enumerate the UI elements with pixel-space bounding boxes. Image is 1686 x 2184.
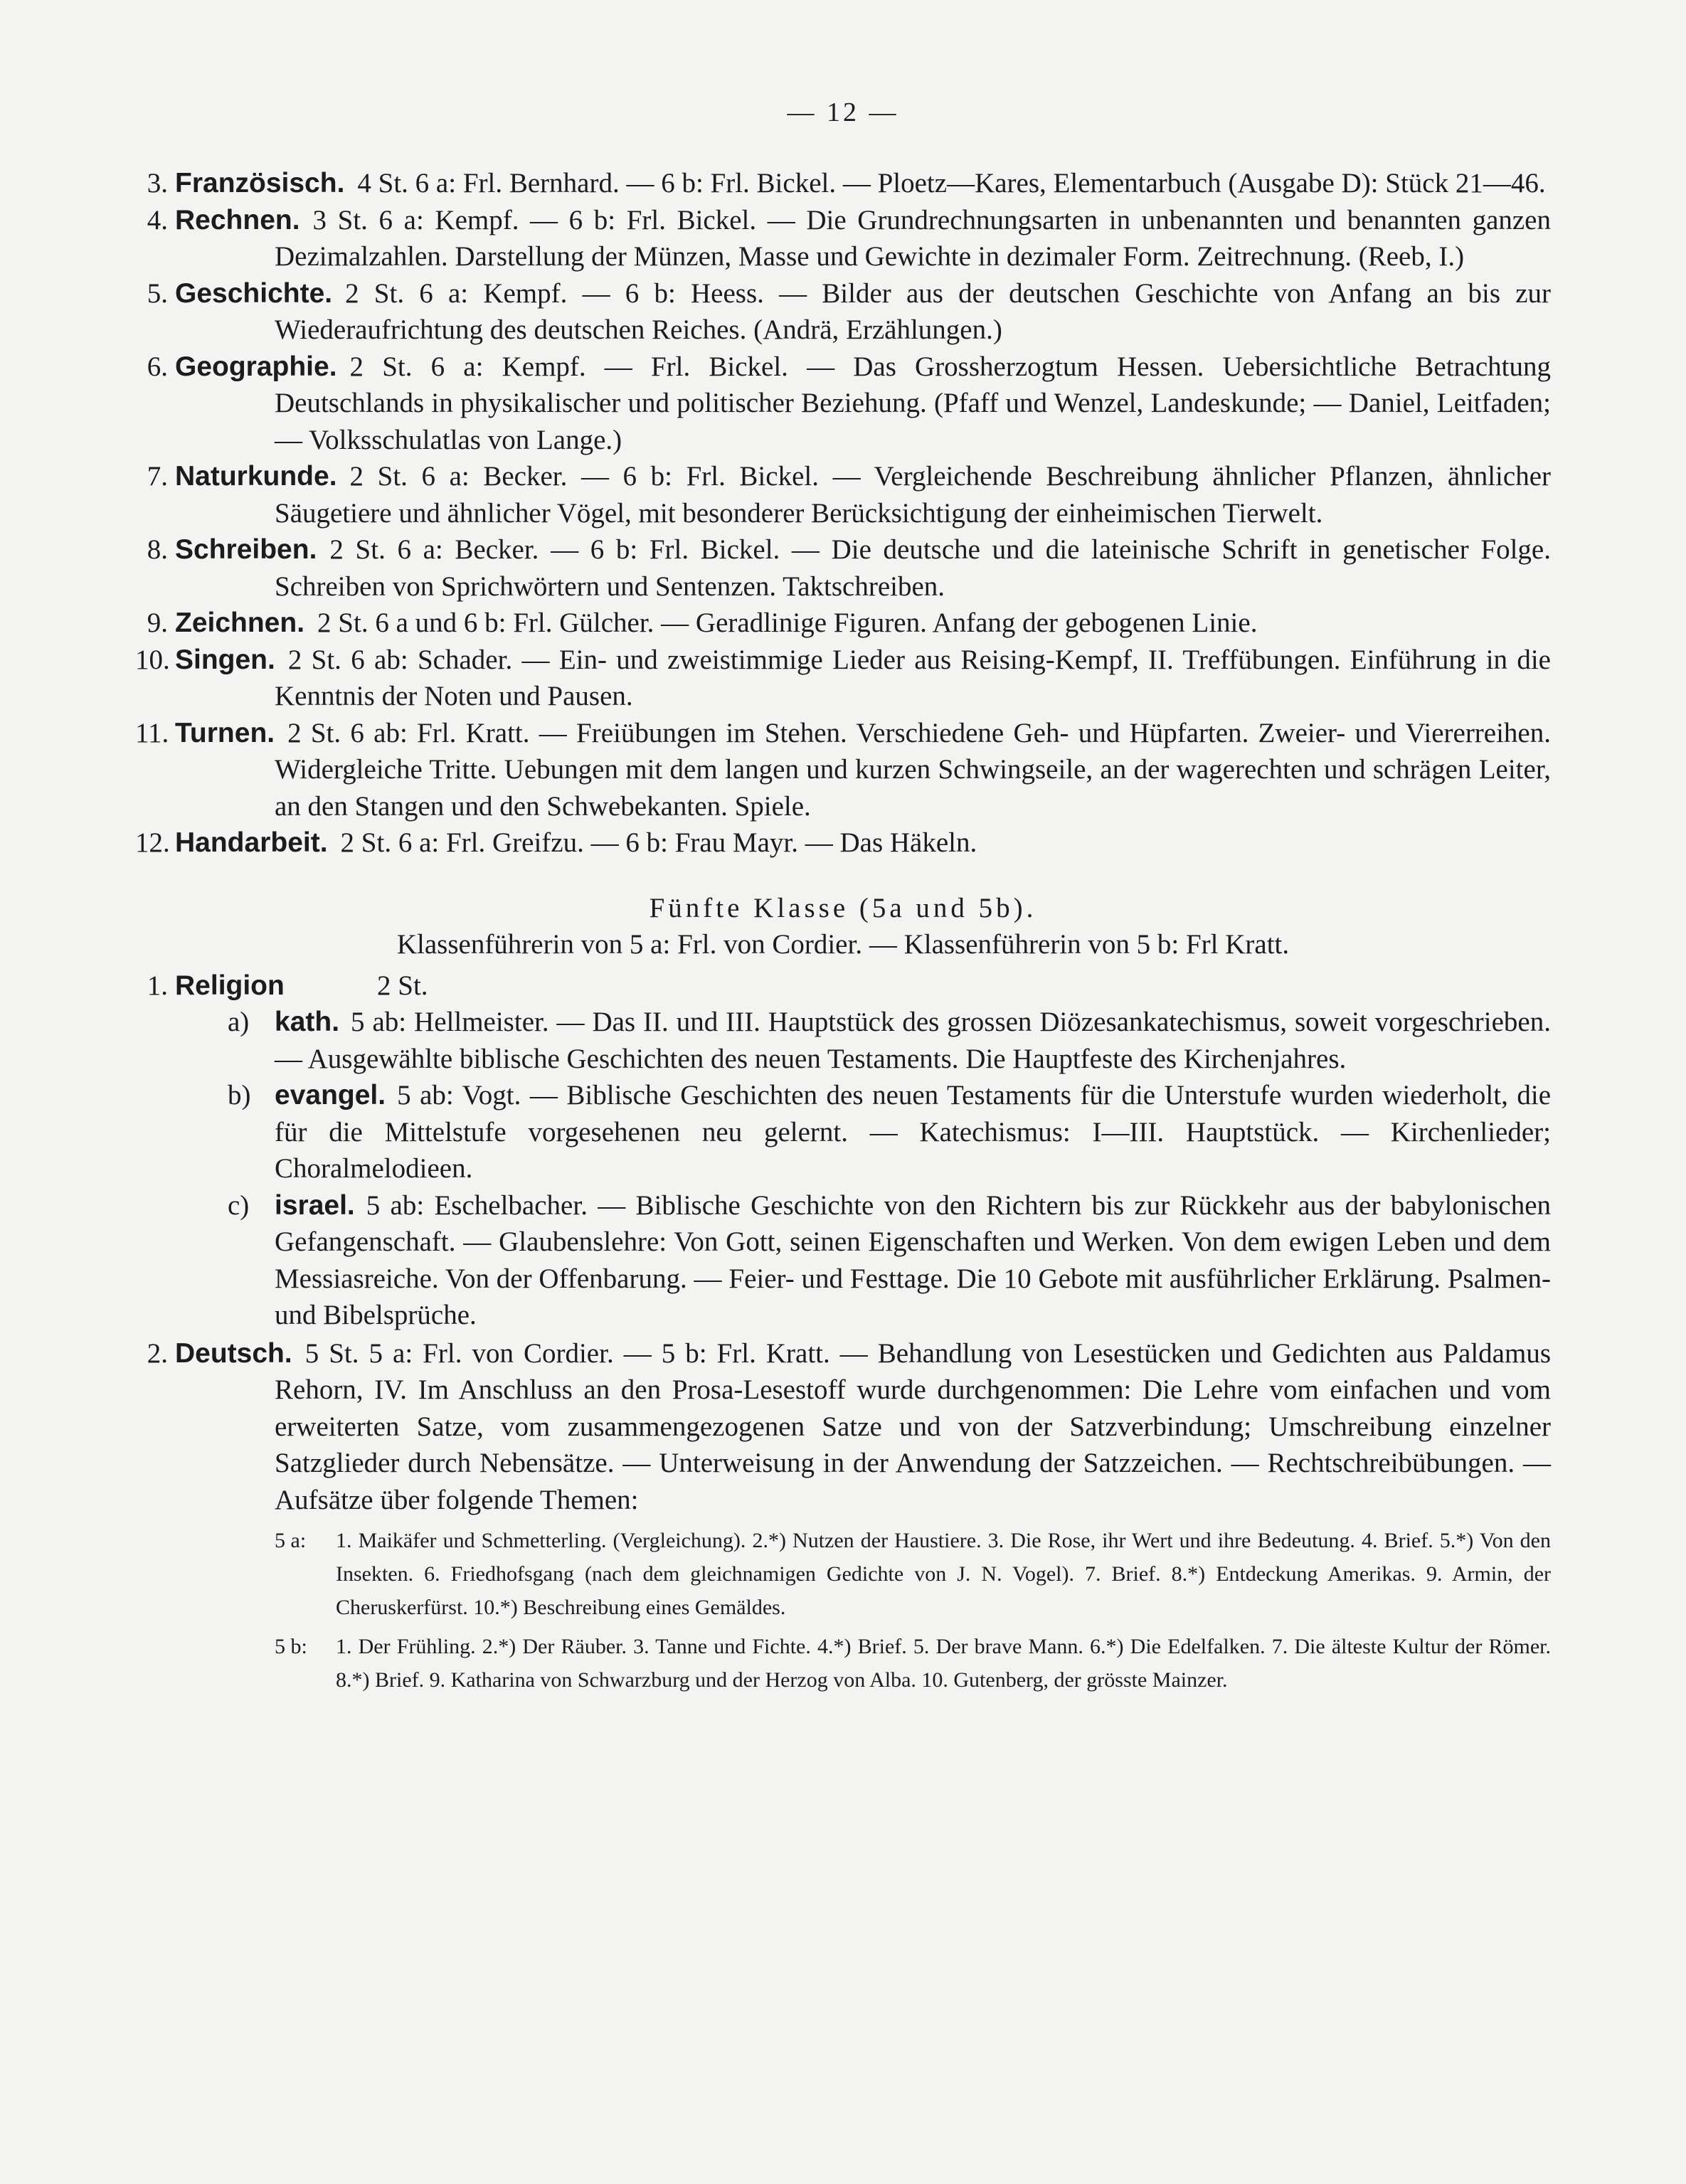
subject-description: 2 St. 6 a: Kempf. — Frl. Bickel. — Das Grossherzogtum Hessen. Uebersichtliche Betrachtung Deutschlands in physikalischer und politischer Beziehung. (Pfaff und Wenzel, Landeskunde; — Daniel, Leitfaden; — Volksschulatlas von Lange.): [275, 351, 1551, 455]
subject-item: [135, 458, 1551, 531]
item-number: 4.: [147, 204, 168, 235]
essay-list: [135, 1630, 1551, 1697]
subsection-description: 5 ab: Eschelbacher. — Biblische Geschichte von den Richtern bis zur Rückkehr aus der babylonischen Gefangenschaft. — Glaubenslehre: Von Gott, seinen Eigenschaften und Werken. Von dem ewigen Leben und dem Messiasreiche. Von der Offenbarung. — Feier- und Festtage. Die 10 Gebote mit ausführlicher Erklärung. Psalmen- und Bibelsprüche.: [275, 1189, 1551, 1330]
class-label: 5 b:: [275, 1635, 307, 1658]
item-number: 6.: [147, 351, 168, 382]
subject-item: [135, 825, 1551, 862]
subject-description: 2 St. 6 ab: Schader. — Ein- und zweistimmige Lieder aus Reising-Kempf, II. Treffübungen. Einführung in die Kenntnis der Noten und Pausen.: [275, 644, 1551, 711]
subject-title: Geschichte.: [175, 277, 333, 309]
subject-description: 2 St. 6 a: Becker. — 6 b: Frl. Bickel. — Die deutsche und die lateinische Schrift in genetischer Folge. Schreiben von Sprichwörtern und Sentenzen. Taktschreiben.: [275, 534, 1551, 602]
subject-description: 5 St. 5 a: Frl. von Cordier. — 5 b: Frl. Kratt. — Behandlung von Lesestücken und Gedichten aus Paldamus Rehorn, IV. Im Anschluss an den Prosa-Lesestoff wurde durchgenommen: Die Lehre vom einfachen und vom erweiterten Satze, vom zusammengezogenen Satze und von der Satzverbindung; Umschreibung einzelner Satzglieder durch Nebensätze. — Unterweisung in der Anwendung der Satzzeichen. — Rechtschreibübungen. — Aufsätze über folgende Themen:: [275, 1337, 1551, 1515]
subject-item: [135, 715, 1551, 825]
item-number: 8.: [147, 534, 168, 565]
subject-title: Singen.: [175, 644, 275, 675]
subject-item-deutsch: [135, 1335, 1551, 1519]
essay-topics-text: 1. Maikäfer und Schmetterling. (Vergleichung). 2.*) Nutzen der Haustiere. 3. Die Rose, ihr Wert und ihre Bedeutung. 4. Brief. 5.*) Von den Insekten. 6. Friedhofsgang (nach dem gleichnamigen Gedichte von J. N. Vogel). 7. Brief. 8.*) Entdeckung Amerikas. 9. Armin, der Cheruskerfürst. 10.*) Beschreibung eines Gemäldes.: [336, 1529, 1551, 1619]
subsection-title: kath.: [275, 1007, 340, 1037]
page-number: — 12 —: [787, 97, 899, 127]
item-number: 1.: [147, 970, 168, 1001]
subject-item: [135, 531, 1551, 605]
religion-heading: [135, 968, 1551, 1004]
essay-topics-text: 1. Der Frühling. 2.*) Der Räuber. 3. Tanne und Fichte. 4.*) Brief. 5. Der brave Mann. 6.*) Die Edelfalken. 7. Die älteste Kultur der Römer. 8.*) Brief. 9. Katharina von Schwarzburg und der Herzog von Alba. 10. Gutenberg, der grösste Mainzer.: [336, 1635, 1551, 1692]
subsection-label: c): [228, 1189, 250, 1221]
subject-title: Handarbeit.: [175, 827, 328, 858]
item-number: 10.: [135, 644, 170, 675]
subject-title: Religion: [175, 970, 285, 1001]
item-number: 3.: [147, 168, 168, 198]
subsection-title: israel.: [275, 1189, 355, 1221]
class-label: 5 a:: [275, 1529, 307, 1552]
item-number: 7.: [147, 461, 168, 492]
subject-description: 2 St. 6 a: Frl. Greifzu. — 6 b: Frau Mayr. — Das Häkeln.: [340, 827, 977, 858]
item-number: 2.: [147, 1337, 168, 1369]
religion-subsection: [135, 1077, 1551, 1187]
subject-item: [135, 275, 1551, 349]
item-number: 12.: [135, 827, 170, 858]
subject-title: Zeichnen.: [175, 608, 305, 638]
subsection-label: a): [228, 1007, 250, 1037]
subject-description: 4 St. 6 a: Frl. Bernhard. — 6 b: Frl. Bickel. — Ploetz—Kares, Elementarbuch (Ausgabe D): Stück 21—46.: [357, 168, 1546, 198]
subject-title: Deutsch.: [175, 1337, 292, 1369]
subject-item: [135, 349, 1551, 459]
section-title: Fünfte Klasse (5a und 5b).: [649, 892, 1037, 923]
subject-description: 2 St. 6 a: Kempf. — 6 b: Heess. — Bilder aus der deutschen Geschichte von Anfang an bis zur Wiederaufrichtung des deutschen Reiches. (Andrä, Erzählungen.): [275, 277, 1551, 345]
essay-list: [135, 1524, 1551, 1624]
subject-description: 2 St. 6 a und 6 b: Frl. Gülcher. — Geradlinige Figuren. Anfang der gebogenen Linie.: [317, 608, 1258, 638]
subject-description: 2 St. 6 a: Becker. — 6 b: Frl. Bickel. — Vergleichende Beschreibung ähnlicher Pflanzen, ähnlicher Säugetiere und ähnlicher Vögel, mit besonderer Berücksichtigung der einheimischen Tierwelt.: [275, 461, 1551, 529]
subsection-title: evangel.: [275, 1080, 386, 1110]
subsection-description: 5 ab: Hellmeister. — Das II. und III. Hauptstück des grossen Diözesankatechismus, soweit vorgeschrieben. — Ausgewählte biblische Geschichten des neuen Testaments. Die Hauptfeste des Kirchenjahres.: [275, 1007, 1551, 1074]
subject-title: Französisch.: [175, 168, 345, 198]
subsection-description: 5 ab: Vogt. — Biblische Geschichten des neuen Testaments für die Unterstufe wurden wiederholt, die für die Mittelstufe vorgesehenen neu gelernt. — Katechismus: I—III. Hauptstück. — Kirchenlieder; Choralmelodieen.: [275, 1080, 1551, 1184]
item-number: 9.: [147, 608, 168, 638]
religion-subsection: [135, 1004, 1551, 1077]
subject-title: Rechnen.: [175, 204, 300, 235]
subject-title: Naturkunde.: [175, 461, 337, 492]
subject-item: [135, 165, 1551, 202]
item-number: 11.: [135, 717, 169, 748]
class-leaders: Klassenführerin von 5 a: Frl. von Cordier. — Klassenführerin von 5 b: Frl Kratt.: [396, 929, 1290, 960]
item-number: 5.: [147, 277, 168, 309]
subject-description: 3 St. 6 a: Kempf. — 6 b: Frl. Bickel. — Die Grundrechnungsarten in unbenannten und benannten ganzen Dezimalzahlen. Darstellung der Münzen, Masse und Gewichte in dezimaler Form. Zeitrechnung. (Reeb, I.): [275, 204, 1551, 272]
subject-title: Turnen.: [175, 717, 275, 748]
subject-list-sixth-class: [135, 165, 1551, 862]
subject-item: [135, 642, 1551, 715]
subject-description: 2 St. 6 ab: Frl. Kratt. — Freiübungen im Stehen. Verschiedene Geh- und Hüpfarten. Zweier- und Viererreihen. Widergleiche Tritte. Uebungen mit dem langen und kurzen Schwingseile, an der wagerechten und schrägen Leiter, an den Stangen und den Schwebekanten. Spiele.: [275, 717, 1551, 822]
religion-subsections: [135, 1004, 1551, 1334]
subject-item: [135, 202, 1551, 275]
religion-subsection: [135, 1187, 1551, 1334]
document-body: [135, 165, 1551, 1697]
subsection-label: b): [228, 1080, 251, 1110]
subject-item: [135, 605, 1551, 642]
subject-title: Geographie.: [175, 351, 337, 382]
hours: 2 St.: [377, 970, 428, 1001]
subject-title: Schreiben.: [175, 534, 317, 565]
essay-topics: [135, 1524, 1551, 1697]
